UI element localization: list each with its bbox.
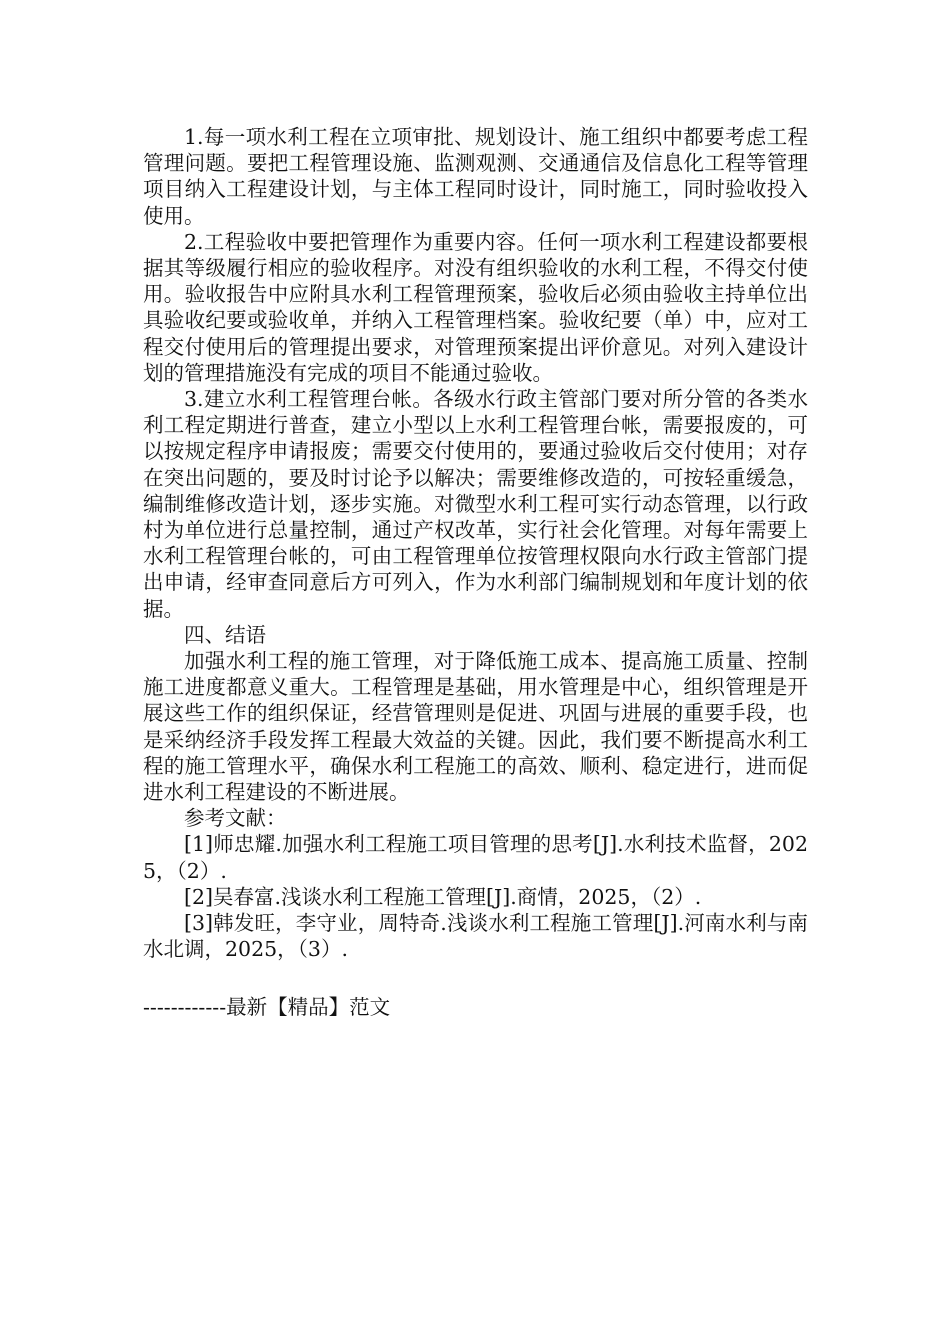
- document-body: [143, 124, 808, 963]
- section-heading-conclusion: 四、结语: [184, 622, 266, 647]
- reference-item-3: [3]韩发旺，李守业，周特奇.浅谈水利工程施工管理[J].河南水利与南水北调，2025，（3）.: [143, 911, 808, 962]
- paragraph-item-3: 3.建立水利工程管理台帐。各级水行政主管部门要对所分管的各类水利工程定期进行普查，建立小型以上水利工程管理台帐，需要报废的，可以按规定程序申请报废；需要交付使用的，要通过验收后交付使用；对存在突出问题的，要及时讨论予以解决；需要维修改造的，可按轻重缓急，编制维修改造计划，逐步实施。对微型水利工程可实行动态管理，以行政村为单位进行总量控制，通过产权改革，实行社会化管理。对每年需要上水利工程管理台帐的，可由工程管理单位按管理权限向水行政主管部门提出申请，经审查同意后方可列入，作为水利部门编制规划和年度计划的依据。: [143, 387, 808, 621]
- conclusion-paragraph: 加强水利工程的施工管理，对于降低施工成本、提高施工质量、控制施工进度都意义重大。工程管理是基础，用水管理是中心，组织管理是开展这些工作的组织保证，经营管理则是促进、巩固与进展的重要手段，也是采纳经济手段发挥工程最大效益的关键。因此，我们要不断提高水利工程的施工管理水平，确保水利工程施工的高效、顺利、稳定进行，进而促进水利工程建设的不断进展。: [143, 649, 808, 805]
- paragraph-item-2: 2.工程验收中要把管理作为重要内容。任何一项水利工程建设都要根据其等级履行相应的验收程序。对没有组织验收的水利工程，不得交付使用。验收报告中应附具水利工程管理预案，验收后必须由验收主持单位出具验收纪要或验收单，并纳入工程管理档案。验收纪要（单）中，应对工程交付使用后的管理提出要求，对管理预案提出评价意见。对列入建设计划的管理措施没有完成的项目不能通过验收。: [143, 229, 808, 385]
- page-footer: ------------最新【精品】范文: [143, 995, 391, 1019]
- reference-item-2: [2]吴春富.浅谈水利工程施工管理[J].商情，2025，（2）.: [184, 884, 702, 909]
- paragraph-item-1: 1.每一项水利工程在立项审批、规划设计、施工组织中都要考虑工程管理问题。要把工程管理设施、监测观测、交通通信及信息化工程等管理项目纳入工程建设计划，与主体工程同时设计，同时施工，同时验收投入使用。: [143, 125, 808, 228]
- references-heading: 参考文献：: [184, 806, 287, 831]
- reference-item-1: [1]师忠耀.加强水利工程施工项目管理的思考[J].水利技术监督，2025，（2）.: [143, 832, 808, 883]
